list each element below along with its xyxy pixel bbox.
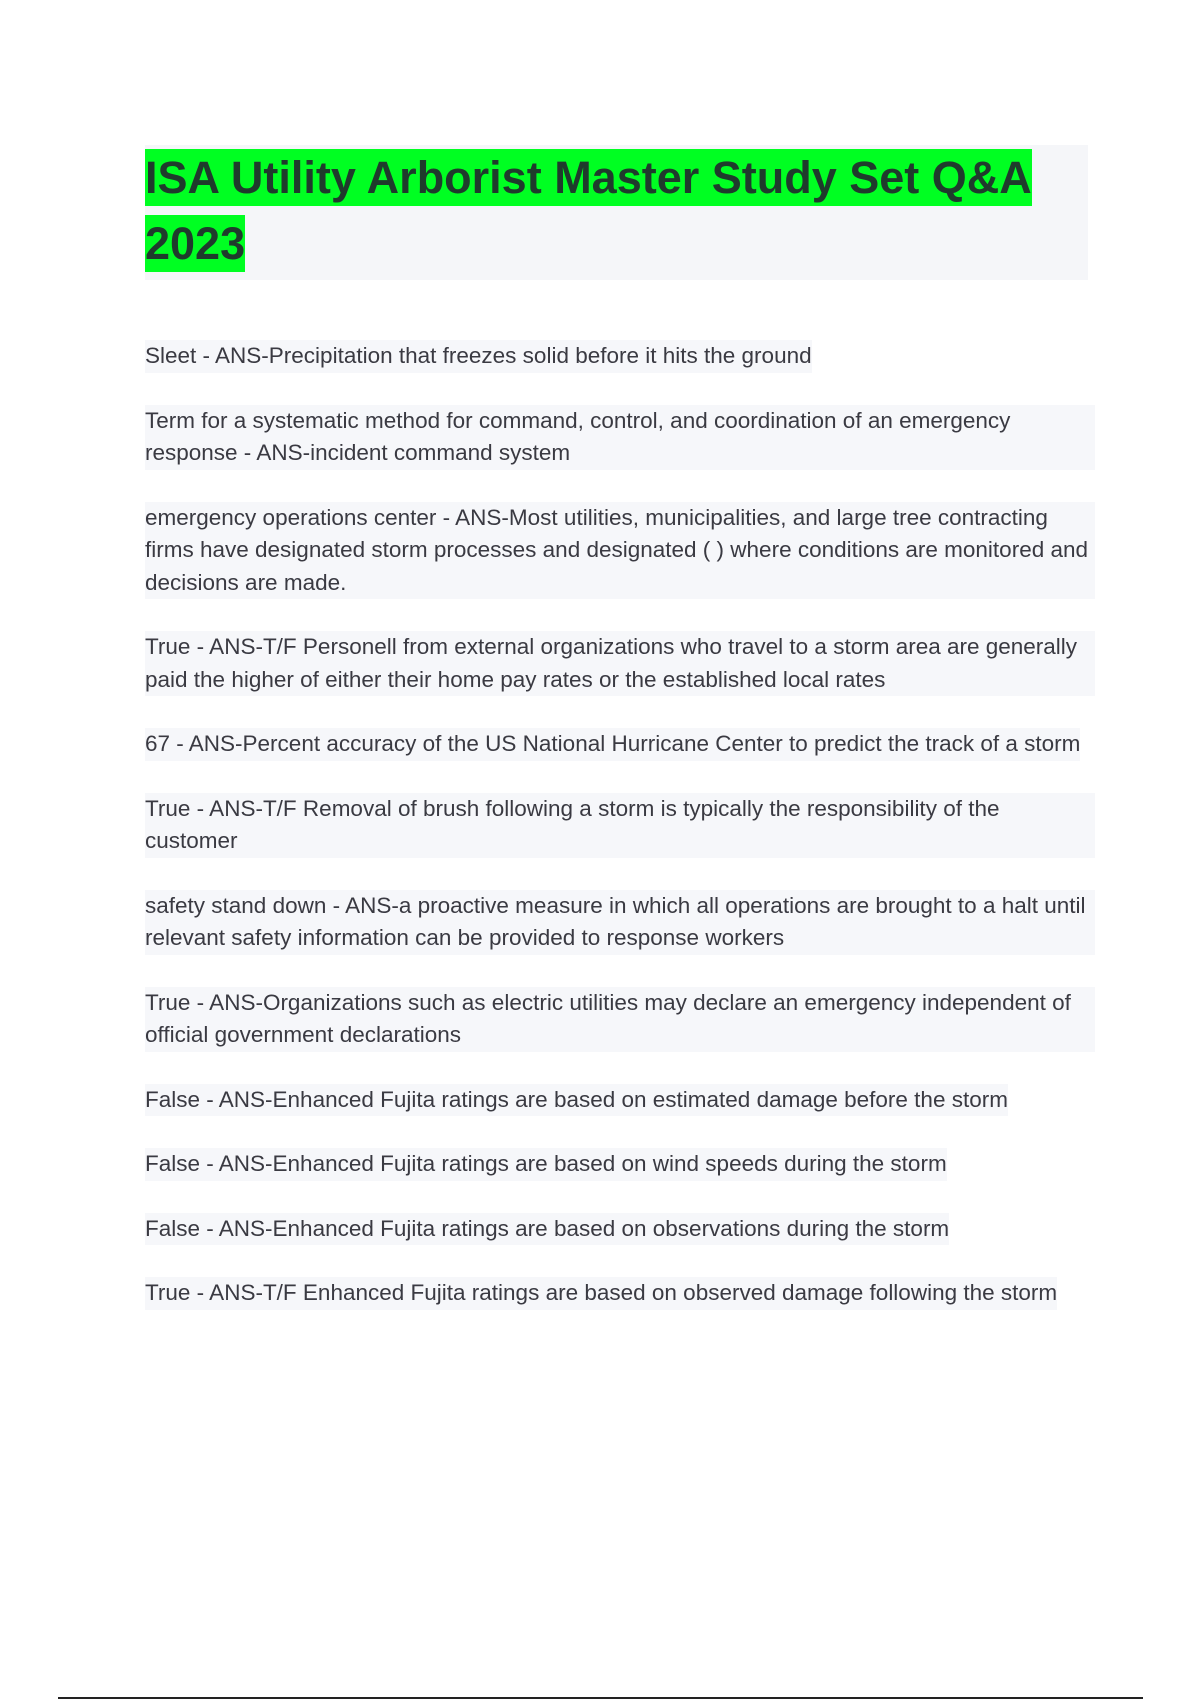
title-block — [145, 145, 1088, 280]
qa-item: Term for a systematic method for command, control, and coordination of an emergency response - ANS-incident command system — [145, 405, 1095, 470]
qa-item: False - ANS-Enhanced Fujita ratings are based on observations during the storm — [145, 1213, 949, 1246]
qa-item: safety stand down - ANS-a proactive measure in which all operations are brought to a halt until relevant safety information can be provided to response workers — [145, 890, 1095, 955]
qa-item: Sleet - ANS-Precipitation that freezes solid before it hits the ground — [145, 340, 812, 373]
qa-list — [145, 340, 1095, 1342]
qa-item: True - ANS-Organizations such as electric utilities may declare an emergency independent of official government declarations — [145, 987, 1095, 1052]
title-highlight: ISA Utility Arborist Master Study Set Q&A 2023 — [145, 149, 1032, 272]
document-title — [145, 145, 1088, 277]
qa-item: True - ANS-T/F Removal of brush following a storm is typically the responsibility of the customer — [145, 793, 1095, 858]
qa-item: emergency operations center - ANS-Most utilities, municipalities, and large tree contracting firms have designated storm processes and designated ( ) where conditions are monitored and decisions are made. — [145, 502, 1095, 600]
qa-item: True - ANS-T/F Personell from external organizations who travel to a storm area are generally paid the higher of either their home pay rates or the established local rates — [145, 631, 1095, 696]
qa-item: False - ANS-Enhanced Fujita ratings are based on estimated damage before the storm — [145, 1084, 1008, 1117]
footer-rule — [58, 1697, 1143, 1699]
qa-item: True - ANS-T/F Enhanced Fujita ratings are based on observed damage following the storm — [145, 1277, 1057, 1310]
qa-item: 67 - ANS-Percent accuracy of the US National Hurricane Center to predict the track of a storm — [145, 728, 1080, 761]
qa-item: False - ANS-Enhanced Fujita ratings are based on wind speeds during the storm — [145, 1148, 947, 1181]
